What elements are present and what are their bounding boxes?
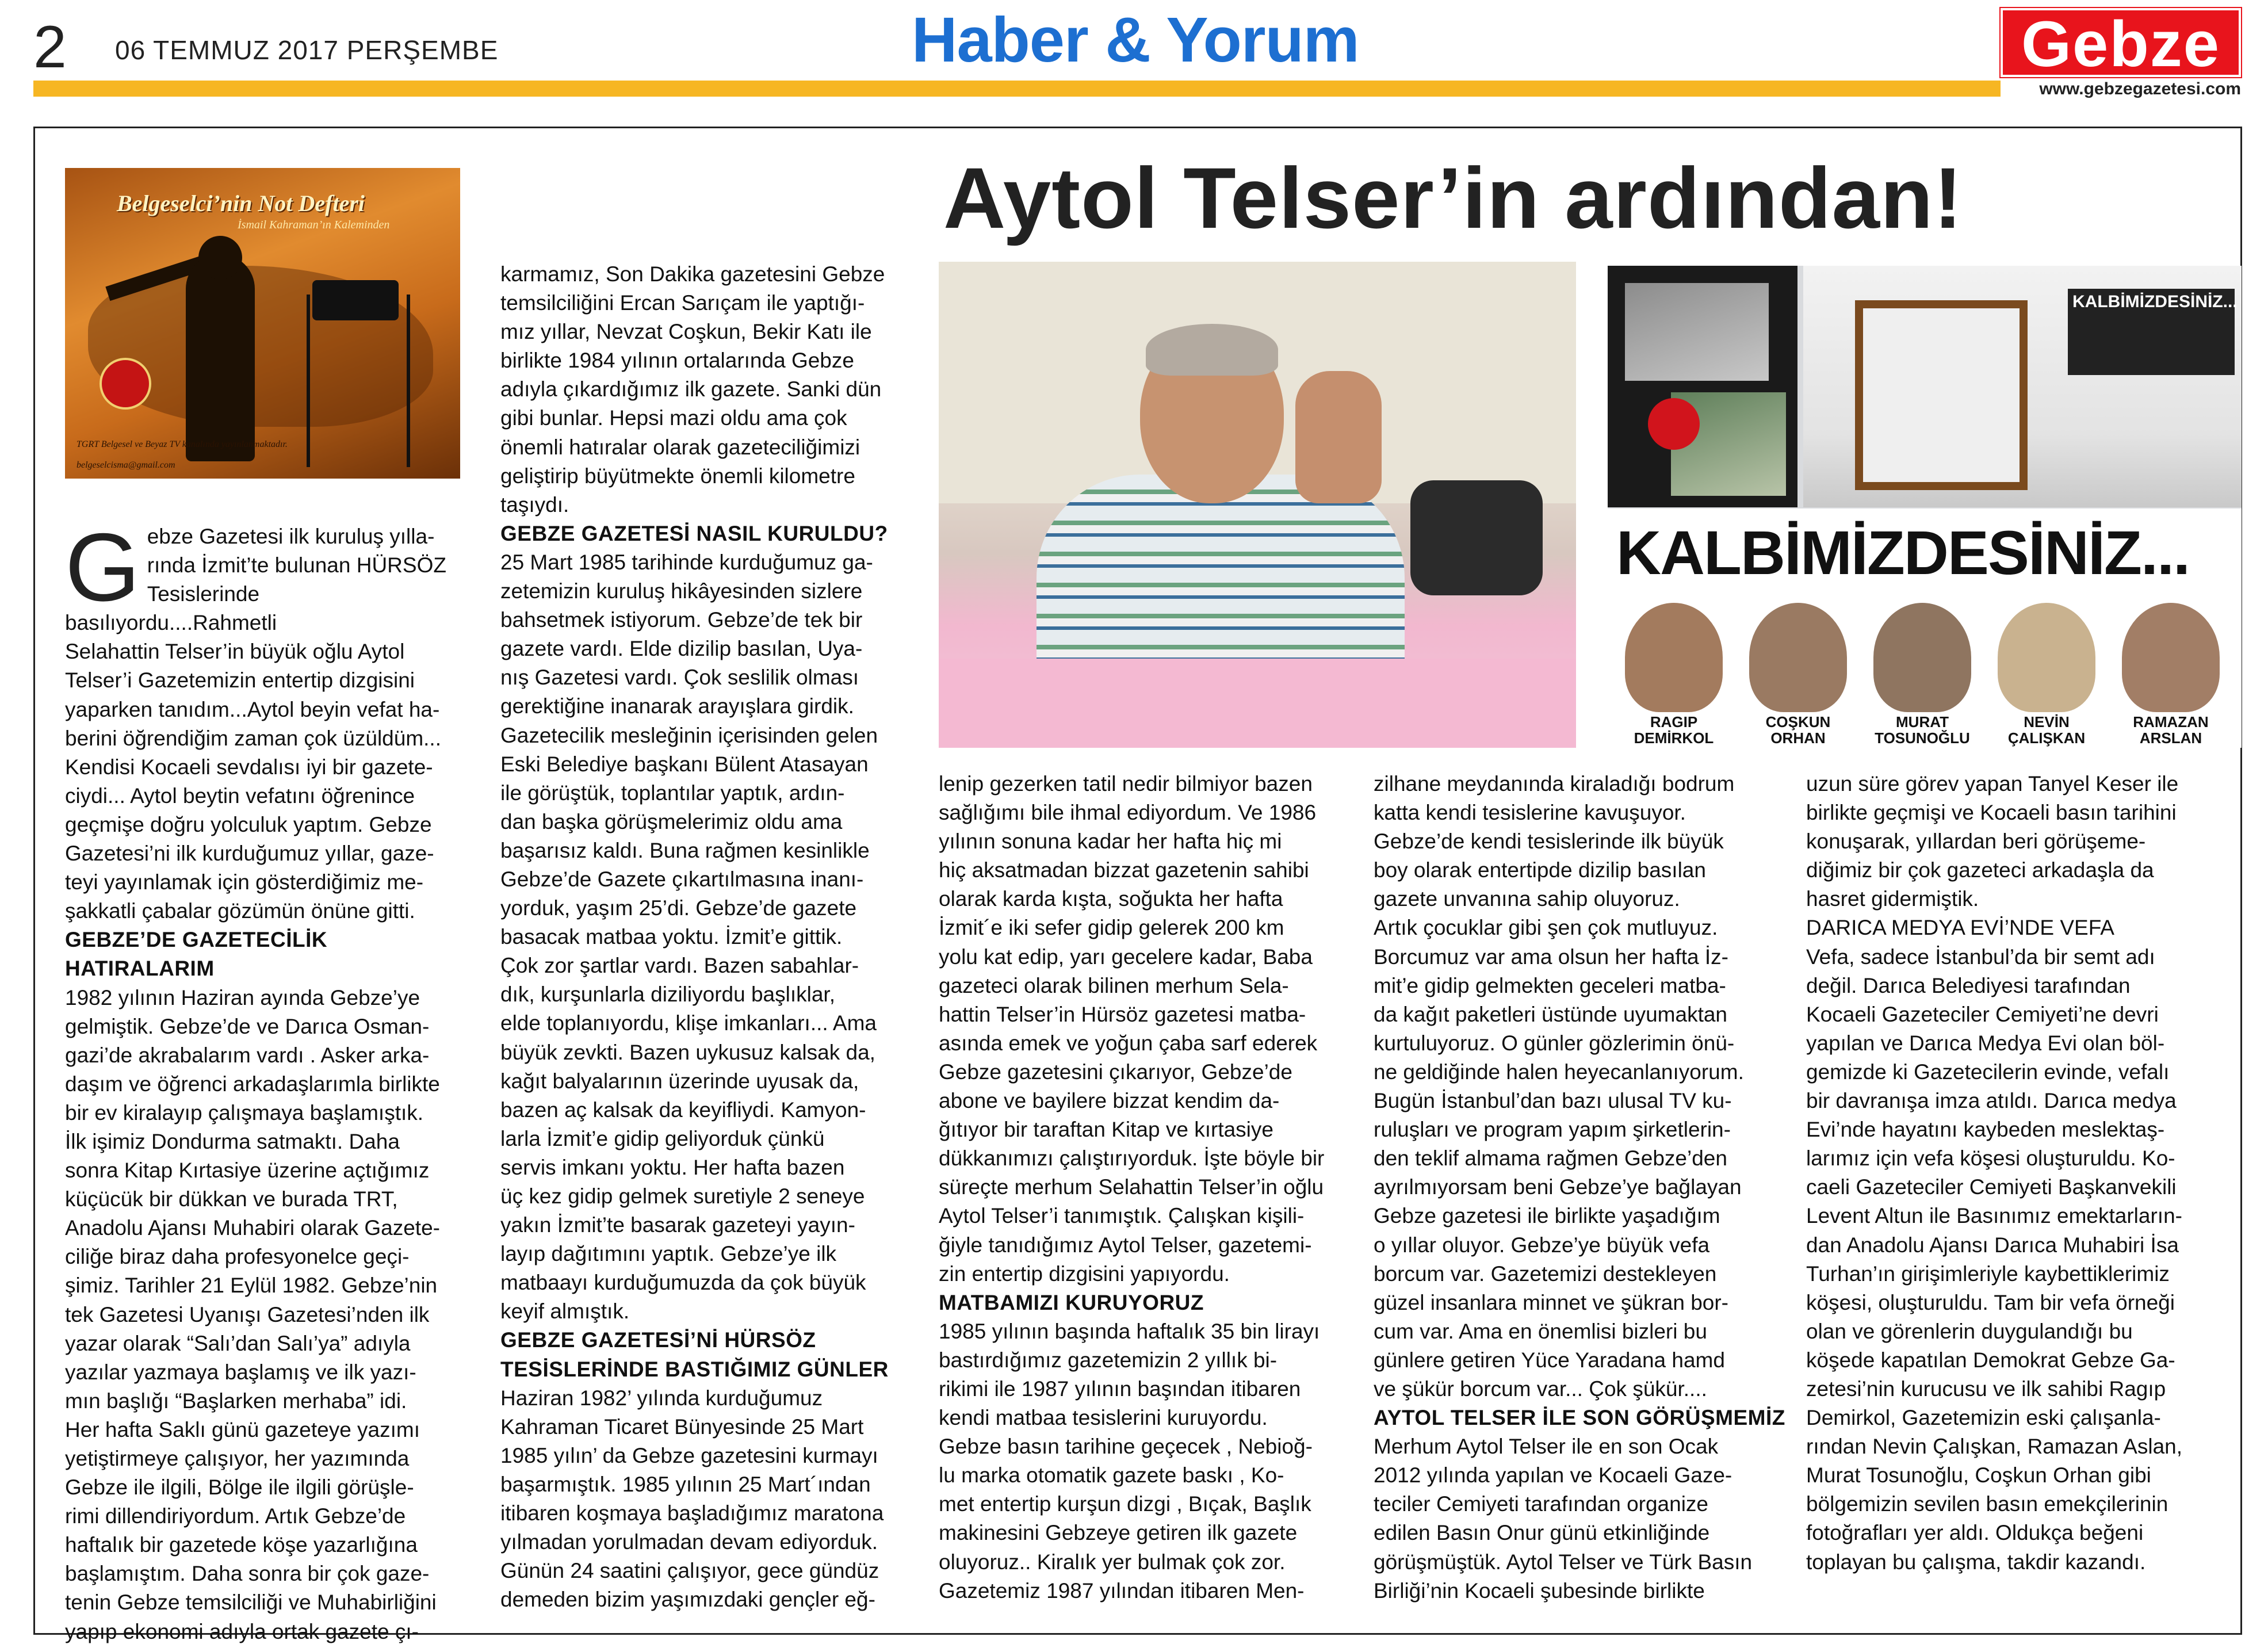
portrait-first-name: MURAT (1896, 713, 1949, 731)
memorial-portraits (1608, 603, 2242, 748)
aytol-telser-photo (939, 262, 1576, 748)
body-text-line: mit’e gidip gelmekten geceleri matba- (1374, 973, 1726, 997)
body-text-line: oluyoruz.. Kiralık yer bulmak çok zor. (939, 1550, 1286, 1574)
memorial-portrait (1986, 603, 2107, 748)
film-frame-photo (1625, 283, 1769, 381)
portrait-first-name: RAMAZAN (2133, 713, 2209, 731)
body-text-line: Kocaeli Gazeteciler Cemiyeti’ne devri (1806, 1002, 2159, 1026)
body-text-line: demeden bizim yaşımızdaki gençler eğ- (500, 1588, 875, 1612)
columnist-banner-image (65, 168, 460, 479)
body-text-line: İzmit´e iki sefer gidip gelerek 200 km (939, 916, 1284, 940)
body-text-line: konuşarak, yıllardan beri görüşeme- (1806, 829, 2146, 854)
man-silhouette-icon (186, 254, 255, 461)
body-text-line: ne geldiğinde halen heyecanlanıyorum. (1374, 1060, 1744, 1084)
body-text-line: birlikte 1984 yılının ortalarında Gebze (500, 349, 854, 373)
body-text-line: larımız için vefa köşesi oluşturuldu. Ko- (1806, 1146, 2175, 1171)
body-text-line: berini öğrendiğim zaman çok üzüldüm... (65, 726, 441, 750)
body-text-line: nış Gazetesi vardı. Çok seslilik olması (500, 666, 859, 690)
subheading: GEBZE GAZETESİ NASIL KURULDU? (500, 521, 888, 545)
body-text-line: Gebze’de Gazete çıkartılmasına inanı- (500, 867, 864, 891)
body-text-line: ebze Gazetesi ilk kuruluş yılla- (147, 525, 435, 548)
head-silhouette-icon (198, 236, 242, 280)
newspaper-logo[interactable]: Gebze (2001, 8, 2241, 77)
body-text-line: tenin Gebze temsilciliği ve Muhabirliğini (65, 1590, 437, 1615)
memorial-portrait (1613, 603, 1734, 748)
body-text-line: şakkatli çabalar gözümün önüne gitti. (65, 899, 415, 923)
memorial-banner-text: KALBİMİZDESİNİZ... (1616, 518, 2189, 587)
body-text-line: şimiz. Tarihler 21 Eylül 1982. Gebze’nin (65, 1274, 438, 1298)
body-text-line: Gebze basın tarihine geçecek , Nebioğ- (939, 1435, 1313, 1459)
body-text-line: yazar olarak “Salı’dan Salı’ya” adıyla (65, 1331, 411, 1355)
body-text-line: caeli Gazeteciler Cemiyeti Başkanvekili (1806, 1175, 2177, 1199)
memorial-board (2068, 289, 2238, 375)
body-text-line: bir davranışa imza atıldı. Darıca medya (1806, 1089, 2177, 1113)
body-text-line: Gebze’de kendi tesislerinde ilk büyük (1374, 829, 1724, 854)
body-text-line: Telser’i Gazetemizin entertip dizgisini (65, 668, 415, 693)
body-text-line: abone ve bayilere bizzat kendim da- (939, 1089, 1280, 1113)
body-text-line: Tesislerinde basılıyordu....Rahmetli (65, 582, 277, 635)
body-text-line: büyük zevkti. Bazen uykusuz kalsak da, (500, 1040, 875, 1064)
body-text-line: toplayan bu çalışma, takdir kazandı. (1806, 1550, 2146, 1574)
pillow-shape (1410, 480, 1543, 595)
body-text-line: Turhan’ın girişimleriyle kaybettiklerimiz (1806, 1261, 2170, 1286)
article-column-5 (1806, 770, 2226, 1577)
body-text-line: yolu kat edip, yarı gecelere kadar, Baba (939, 945, 1313, 969)
portrait-first-name: COŞKUN (1765, 713, 1831, 731)
body-text-line: o yıllar oluyor. Gebze’ye büyük vefa (1374, 1233, 1710, 1257)
portrait-name (1613, 714, 1734, 746)
body-text-line: bölgemizin sevilen basın emekçilerinin (1806, 1492, 2168, 1516)
memorial-portrait (1738, 603, 1858, 748)
body-text-line: küçücük bir dükkan ve burada TRT, (65, 1187, 398, 1211)
body-text-line: yapıp ekonomi adıyla ortak gazete çı- (65, 1619, 419, 1643)
body-text-line: Her hafta Saklı günü gazeteye yazımı (65, 1417, 420, 1441)
body-text-line: boy olarak entertipde dizilip basılan (1374, 858, 1706, 882)
body-text-line: keyif almıştık. (500, 1299, 630, 1324)
body-text-line: yılmadan yorulmadan devam ediyorduk. (500, 1530, 878, 1554)
body-text-line: bastırdığımız gazetemizin 2 yıllık bi- (939, 1348, 1278, 1372)
article-headline: Aytol Telser’in ardından! (943, 150, 1963, 246)
body-text-line: basacak matbaa yoktu. İzmit’e gittik. (500, 925, 843, 949)
body-text-line: 1985 yılının başında haftalık 35 bin lirayı (939, 1319, 1320, 1343)
body-text-line: yorduk, yaşım 25’di. Gebze’de gazete (500, 896, 857, 920)
body-text-line: Gazetesi’ni ilk kurduğumuz yıllar, gaze- (65, 842, 434, 866)
subheading: GEBZE GAZETESİ’Nİ HÜRSÖZ (500, 1328, 816, 1352)
body-text-line: teciler Cemiyeti tarafından organize (1374, 1492, 1709, 1516)
body-text-line: tek Gazetesi Uyanışı Gazetesi’nden ilk (65, 1302, 430, 1326)
body-text-line: görüşmüştük. Aytol Telser ve Türk Basın (1374, 1550, 1753, 1574)
body-text-line: ğıtıyor bir taraftan Kitap ve kırtasiye (939, 1118, 1273, 1142)
body-text-line: Gebze ile ilgili, Bölge ile ilgili görüşle- (65, 1475, 414, 1500)
pink-blanket-shape (939, 659, 1576, 748)
body-text-line: da kağıt paketleri üstünde uyumaktan (1374, 1002, 1727, 1026)
body-text-line: cum var. Ama en önemlisi bizleri bu (1374, 1319, 1707, 1343)
body-text-line: adıyla çıkardığımız ilk gazete. Sanki dün (500, 377, 882, 402)
body-text-line: zetemizin kuruluş hikâyesinden sizlere (500, 579, 863, 603)
header-divider (33, 81, 2001, 97)
body-text-line: olarak karda kışta, soğukta her hafta (939, 887, 1283, 911)
portrait-photo (1873, 603, 1971, 712)
body-text-line: matbaayı kurduğumuzda da çok büyük (500, 1271, 866, 1295)
body-text-line: Evi’nde hayatını kaybeden meslektaş- (1806, 1118, 2165, 1142)
issue-date: 06 TEMMUZ 2017 PERŞEMBE (115, 35, 499, 65)
body-text-line: dan başka görüşmelerimiz oldu ama (500, 809, 843, 833)
body-text-line: geçmişe doğru yolculuk yaptım. Gebze (65, 812, 432, 836)
body-text-line: elde toplanıyordu, klişe imkanları... Ama (500, 1011, 877, 1035)
body-text-line: Merhum Aytol Telser ile en son Ocak (1374, 1435, 1719, 1459)
body-text-line: hattin Telser’in Hürsöz gazetesi matba- (939, 1002, 1306, 1026)
portrait-last-name: ARSLAN (2139, 729, 2202, 747)
body-text-line: ciliğe biraz daha profesyonelce geçi- (65, 1245, 410, 1269)
body-text-line: kağıt balyalarının üzerinde uyusak da, (500, 1069, 859, 1093)
memorial-board-label: KALBİMİZDESİNİZ... (2072, 292, 2238, 311)
portrait-photo (1625, 603, 1723, 712)
body-text-line: mın başlığı “Başlarken merhaba” idi. (65, 1389, 407, 1413)
memorial-collage-image (1608, 266, 2242, 748)
portrait-last-name: TOSUNOĞLU (1875, 729, 1970, 747)
portrait-photo (1749, 603, 1847, 712)
body-text-line: Kahraman Ticaret Bünyesinde 25 Mart (500, 1414, 864, 1439)
body-text-line: gibi bunlar. Hepsi mazi oldu ama çok (500, 406, 847, 430)
body-text-line: servis imkanı yoktu. Her hafta bazen (500, 1155, 845, 1179)
body-text-line: günlere getiren Yüce Yaradana hamd (1374, 1348, 1725, 1372)
subheading: TESİSLERİNDE BASTIĞIMIZ GÜNLER (500, 1357, 889, 1381)
body-text-line: değil. Darıca Belediyesi tarafından (1806, 973, 2131, 997)
camera-icon (312, 280, 399, 320)
body-text-line: Murat Tosunoğlu, Coşkun Orhan gibi (1806, 1463, 2151, 1488)
subheading: GEBZE’DE GAZETECİLİK (65, 928, 328, 952)
body-text-line: başarısız kaldı. Buna rağmen kesinlikle (500, 838, 870, 862)
body-text-line: ciydi... Aytol beytin vefatını öğrenince (65, 783, 415, 808)
body-text-line: Eski Belediye başkanı Bülent Atasayan (500, 752, 869, 776)
body-text-line: İlk işimiz Dondurma satmaktı. Daha (65, 1129, 400, 1153)
portrait-name (1738, 714, 1858, 746)
body-text-line: haftalık bir gazetede köşe yazarlığına (65, 1533, 418, 1557)
body-text-line: zilhane meydanında kiraladığı bodrum (1374, 772, 1735, 796)
body-text-line: bahsetmek istiyorum. Gebze’de tek bir (500, 608, 863, 632)
columnist-banner-credit: TGRT Belgesel ve Beyaz TV kanalında yayınlanmaktadır. (77, 439, 288, 449)
body-text-line: sağlığımı bile ihmal ediyordum. Ve 1986 (939, 801, 1317, 825)
body-text-line: diğimiz bir çok gazeteci arkadaşla da (1806, 858, 2154, 882)
columnist-banner-email: belgeselcisma@gmail.com (77, 460, 175, 470)
portrait-photo (2122, 603, 2220, 712)
body-text-line: Borcumuz var ama olsun her hafta İz- (1374, 945, 1728, 969)
body-text-line: bazen aç kalsak da keyifliydi. Kamyon- (500, 1098, 866, 1122)
section-title: Haber & Yorum (912, 5, 1359, 75)
body-text-line: sonra Kitap Kırtasiye üzerine açtığımız (65, 1158, 430, 1183)
body-text-line: DARICA MEDYA EVİ’NDE VEFA (1806, 916, 2114, 940)
body-text-line: zetesi’nin kurucusu ve ilk sahibi Ragıp (1806, 1376, 2166, 1401)
columnist-banner-subtitle: İsmail Kahraman’ın Kaleminden (238, 219, 390, 231)
body-text-line: Çok zor şartlar vardı. Bazen sabahlar- (500, 954, 859, 978)
body-text-line: Gazetecilik mesleğinin içerisinden gelen (500, 723, 878, 747)
memorial-portrait (1862, 603, 1983, 748)
body-text-line: yetiştirmeye çalışıyor, her yazımında (65, 1447, 410, 1470)
body-text-line: Kendisi Kocaeli sevdalısı iyi bir gazete- (65, 755, 433, 779)
body-text-line: Bugün İstanbul’dan bazı ulusal TV ku- (1374, 1089, 1732, 1113)
body-text-line: başlamıştım. Daha sonra bir çok gaze- (65, 1562, 430, 1586)
body-text-line: yaparken tanıdım...Aytol beyin vefat ha- (65, 697, 440, 721)
body-text-line: hasret gidermiştik. (1806, 887, 1979, 911)
body-text-line: layıp dağıtımını yaptık. Gebze’ye ilk (500, 1242, 837, 1266)
body-text-line: olan ve görenlerin duygulandığı bu (1806, 1319, 2133, 1343)
body-text-line: Vefa, sadece İstanbul’da bir semt adı (1806, 945, 2155, 969)
subheading: AYTOL TELSER İLE SON GÖRÜŞMEMİZ (1374, 1406, 1785, 1430)
body-text-line: daşım ve öğrenci arkadaşlarımla birlikte (65, 1072, 440, 1096)
body-text-line: kurtuluyoruz. O günler gözlerimin önü- (1374, 1031, 1735, 1055)
body-text-line: dan Anadolu Ajansı Darıca Muhabiri İsa (1806, 1233, 2179, 1257)
body-text-line: ayrılmıyorsam beni Gebze’ye bağlayan (1374, 1175, 1742, 1199)
body-text-line: gazeteci olarak bilinen merhum Sela- (939, 973, 1289, 997)
body-text-line: gazete unvanına sahip oluyoruz. (1374, 887, 1680, 911)
body-text-line: Anadolu Ajansı Muhabiri olarak Gazete- (65, 1216, 440, 1240)
body-text-line: lu marka otomatik gazete baskı , Ko- (939, 1463, 1284, 1488)
portrait-name (1986, 714, 2107, 746)
body-text-line: Selahattin Telser’in büyük oğlu Aytol (65, 640, 405, 664)
body-text-line: Artık çocuklar gibi şen çok mutluyuz. (1374, 916, 1718, 940)
body-text-line: hiç aksatmadan bizzat gazetenin sahibi (939, 858, 1309, 882)
door-frame-icon (1855, 300, 2028, 490)
body-text-line: gelmiştik. Gebze’de ve Darıca Osman- (65, 1014, 430, 1038)
body-text-line: Demirkol, Gazetemizin eski çalışanla- (1806, 1406, 2161, 1430)
body-text-line: geliştirip büyütmekte önemli kilometre (500, 464, 855, 488)
body-text-line: taşıydı. (500, 492, 569, 517)
turkish-flag-icon (1648, 398, 1700, 450)
body-text-line: ruluşları ve program yapım şirketlerin- (1374, 1118, 1731, 1142)
body-text-line: gemizde ki Gazetecilerin evinde, vefalı (1806, 1060, 2170, 1084)
award-seal-icon (100, 358, 151, 410)
body-text-line: Levent Altun ile Basınımız emektarların- (1806, 1204, 2182, 1228)
body-text-line: ile görüştük, toplantılar yaptık, ardın- (500, 781, 845, 805)
body-text-line: üç kez gidip gelmek suretiyle 2 seneye (500, 1184, 865, 1208)
body-text-line: itibaren koşmaya başladığımız maratona (500, 1501, 884, 1525)
body-text-line: fotoğrafları yer aldı. Oldukça beğeni (1806, 1521, 2144, 1545)
body-text-line: borcum var. Gazetemizi destekleyen (1374, 1261, 1717, 1286)
article-column-2 (500, 260, 915, 1614)
body-text-line: zin entertip dizgisini yapıyordu. (939, 1261, 1230, 1286)
hair-shape (1146, 324, 1278, 376)
body-text-line: rında İzmit’te bulunan HÜRSÖZ (147, 553, 446, 578)
memorial-portrait (2110, 603, 2231, 748)
body-text-line: köşesi, oluşturuldu. Tam bir vefa örneği (1806, 1290, 2175, 1314)
body-text-line: met entertip kurşun dizgi , Bıçak, Başlık (939, 1492, 1311, 1516)
article-column-1 (65, 513, 468, 1646)
body-text-line: Birliği’nin Kocaeli şubesinde birlikte (1374, 1578, 1705, 1603)
body-text-line: dık, kurşunlarla diziliyordu başlıklar, (500, 982, 835, 1007)
body-text-line: Gebze gazetesi ile birlikte yaşadığım (1374, 1204, 1720, 1228)
body-text-line: rından Nevin Çalışkan, Ramazan Aslan, (1806, 1435, 2183, 1459)
body-text-line: Gazetemiz 1987 yılından itibaren Men- (939, 1578, 1305, 1603)
subheading: MATBAMIZI KURUYORUZ (939, 1290, 1204, 1314)
body-text-line: den teklif almama rağmen Gebze’den (1374, 1146, 1727, 1171)
article-column-4 (1374, 770, 1788, 1605)
body-text-line: teyi yayınlamak için gösterdiğimiz me- (65, 870, 424, 894)
body-text-line: kendi matbaa tesislerini kuruyordu. (939, 1406, 1268, 1430)
body-text-line: yılının sonuna kadar her hafta hiç mi (939, 829, 1282, 854)
body-text-line: gazete vardı. Elde dizilip basılan, Uya- (500, 637, 863, 661)
body-text-line: edilen Basın Onur günü etkinliğinde (1374, 1521, 1710, 1545)
body-text-line: 2012 yılında yapılan ve Kocaeli Gaze- (1374, 1463, 1732, 1488)
body-text-line: Haziran 1982’ yılında kurduğumuz (500, 1386, 823, 1410)
drop-cap: G (65, 513, 140, 621)
body-text-line: Gebze gazetesini çıkarıyor, Gebze’de (939, 1060, 1292, 1084)
portrait-name (1862, 714, 1983, 746)
body-text-line: yakın İzmit’te basarak gazeteyi yayın- (500, 1213, 855, 1237)
body-text-line: dükkanımızı çalıştırıyorduk. İşte böyle bir (939, 1146, 1325, 1171)
body-text-line: Aytol Telser’i tanımıştık. Çalışkan kişili- (939, 1204, 1305, 1228)
portrait-first-name: RAGIP (1650, 713, 1698, 731)
article-column-3 (939, 770, 1353, 1605)
portrait-name (2110, 714, 2231, 746)
body-text-line: karmamız, Son Dakika gazetesini Gebze (500, 262, 885, 286)
body-text-line: lenip gezerken tatil nedir bilmiyor bazen (939, 772, 1313, 796)
body-text-line: rikimi ile 1987 yılının başından itibaren (939, 1376, 1301, 1401)
body-text-line: ğiyle tanıdığımız Aytol Telser, gazetemi- (939, 1233, 1312, 1257)
body-text-line: mız yıllar, Nevzat Coşkun, Bekir Katı ile (500, 320, 872, 344)
portrait-last-name: DEMİRKOL (1634, 729, 1714, 747)
portrait-photo (1998, 603, 2095, 712)
body-text-line: 1985 yılın’ da Gebze gazetesini kurmayı (500, 1443, 878, 1467)
body-text-line: başarmıştık. 1985 yılının 25 Mart´ından (500, 1472, 871, 1496)
body-text-line: asında emek ve yoğun çaba sarf ederek (939, 1031, 1318, 1055)
body-text-line: önemli hatıralar olarak gazeteciliğimizi (500, 435, 860, 459)
body-text-line: Günün 24 saatini çalışıyor, gece gündüz (500, 1559, 879, 1583)
portrait-last-name: ORHAN (1770, 729, 1826, 747)
body-text-line: yapılan ve Darıca Medya Evi olan böl- (1806, 1031, 2165, 1055)
waving-hand-icon (1295, 371, 1382, 503)
body-text-line: güzel insanlara minnet ve şükran bor- (1374, 1290, 1728, 1314)
body-text-line: birlikte geçmişi ve Kocaeli basın tarihini (1806, 801, 2177, 825)
body-text-line: bir ev kiralayıp çalışmaya başlamıştık. (65, 1100, 424, 1125)
body-text-line: 25 Mart 1985 tarihinde kurduğumuz ga- (500, 550, 873, 574)
body-text-line: gerektiğine inanarak arayışlara girdik. (500, 694, 854, 718)
tripod-icon (307, 295, 410, 467)
body-text-line: makinesini Gebzeye getiren ilk gazete (939, 1521, 1298, 1545)
portrait-first-name: NEVİN (2024, 713, 2070, 731)
columnist-banner-title: Belgeselci’nin Not Defteri (117, 190, 365, 216)
website-link[interactable]: www.gebzegazetesi.com (2039, 79, 2241, 98)
page-number: 2 (33, 14, 67, 81)
body-text-line: temsilciliğini Ercan Sarıçam ile yaptığı- (500, 291, 865, 315)
subheading: HATIRALARIM (65, 957, 215, 981)
body-text-line: katta kendi tesislerine kavuşuyor. (1374, 801, 1686, 825)
body-text-line: köşede kapatılan Demokrat Gebze Ga- (1806, 1348, 2175, 1372)
body-text-line: 1982 yılının Haziran ayında Gebze’ye (65, 985, 420, 1010)
body-text-line: larla İzmit’e gidip geliyorduk çünkü (500, 1126, 825, 1150)
body-text-line: yazılar yazmaya başlamış ve ilk yazı- (65, 1360, 416, 1384)
body-text-line: rimi dillendiriyordum. Artık Gebze’de (65, 1504, 406, 1528)
body-text-line: ve şükür borcum var... Çok şükür.... (1374, 1376, 1707, 1401)
body-text-line: gazi’de akrabalarım vardı . Asker arka- (65, 1043, 430, 1067)
body-text-line: uzun süre görev yapan Tanyel Keser ile (1806, 772, 2179, 796)
portrait-last-name: ÇALIŞKAN (2007, 729, 2086, 747)
body-text-line: süreçte merhum Selahattin Telser’in oğlu (939, 1175, 1324, 1199)
